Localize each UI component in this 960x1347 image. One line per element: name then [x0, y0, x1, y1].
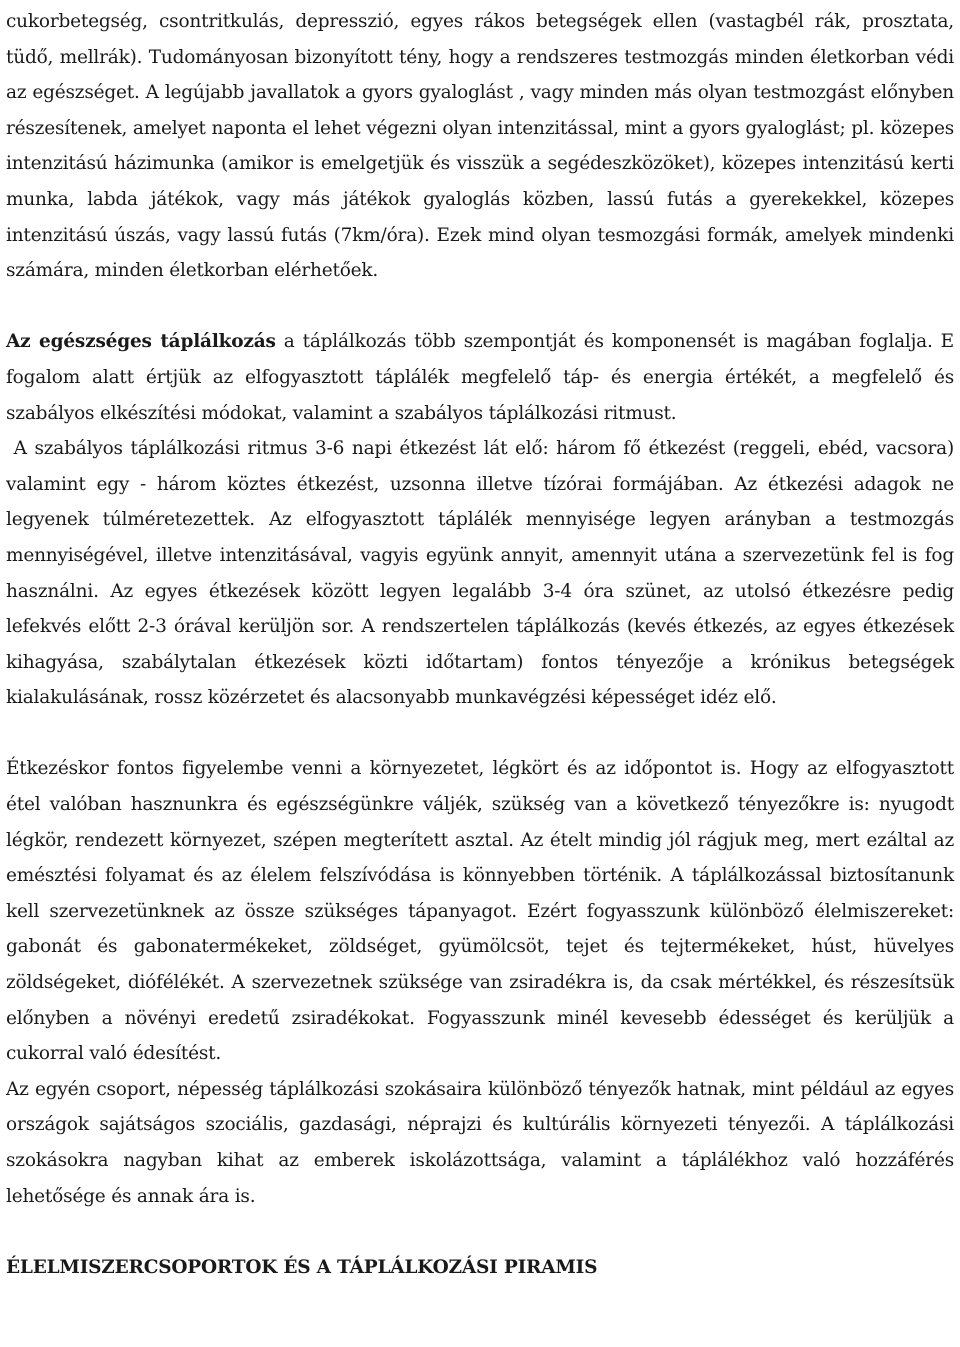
paragraph-exercise: cukorbetegség, csontritkulás, depresszió, egyes rákos betegségek ellen (vastagbél rák, prosztata, tüdő, mellrák). Tudományosan bizonyított tény, hogy a rendszeres testmozgás minden életkorban védi az egészséget. A legújabb javallatok a gyors gyaloglást , vagy minden más olyan testmozgást előnyben részesítenek, amelyet naponta el lehet végezni olyan intenzitással, mint a gyors gyaloglást; pl. közepes intenzitású házimunka (amikor is emelgetjük és visszük a segédeszközöket), közepes intenzitású kerti munka, labda játékok, vagy más játékok gyaloglás közben, lassú futás a gyerekekkel, közepes intenzitású úszás, vagy lassú futás (7km/óra). Ezek mind olyan tesmozgási formák, amelyek mindenki számára, minden életkorban elérhetőek.	[6, 11, 954, 282]
paragraph-eating-environment: Étkezéskor fontos figyelembe venni a környezetet, légkört és az időpontot is. Hogy az elfogyasztott étel valóban hasznunkra és egészségünkre váljék, szükség van a következő tényezőkre is: nyugodt légkör, rendezett környezet, szépen megterített asztal. Az ételt mindig jól rágjuk meg, mert ezáltal az emésztési folyamat és az élelem felszívódása is könnyebben történik. A táplálkozással biztosítanunk kell szervezetünknek az össze szükséges tápanyagot. Ezért fogyasszunk különböző élelmiszereket: gabonát és gabonatermékeket, zöldséget, gyümölcsöt, tejet és tejtermékeket, húst, hüvelyes zöldségeket, diófélékét. A szervezetnek szüksége van zsiradékra is, da csak mértékkel, és részesítsük előnyben a növényi eredetű zsiradékokat. Fogyasszunk minél kevesebb édességet és kerüljük a cukorral való édesítést.	[6, 758, 954, 1065]
healthy-eating-term: Az egészséges táplálkozás	[6, 331, 276, 353]
paragraph-eating-habits: Az egyén csoport, népesség táplálkozási szokásaira különböző tényezők hatnak, mint például az egyes országok sajátságos szociális, gazdasági, néprajzi és kultúrális környezeti tényezői. A táplálkozási szokásokra nagyban kihat az emberek iskolázottsága, valamint a táplálékhoz való hozzáférés lehetősége és annak ára is.	[6, 1078, 954, 1207]
healthy-eating-definition: a táplálkozás több szempontját és komponensét is magában foglalja. E fogalom alatt értjük az elfogyasztott táplálék megfelelő táp- és energia értékét, a megfelelő és szabályos elkészítési módokat, valamint a szabályos táplálkozási ritmust.	[6, 331, 954, 424]
paragraph-eating-rhythm: A szabályos táplálkozási ritmus 3-6 napi étkezést lát elő: három fő étkezést (reggeli, ebéd, vacsora) valamint egy - három köztes étkezést, uzsonna illetve tízórai formájában. Az étkezési adagok ne legyenek túlméretezettek. Az elfogyasztott táplálék mennyisége legyen arányban a testmozgás mennyiségével, illetve intenzitásával, vagyis együnk annyit, amennyit utána a szervezetünk fel is fog használni. Az egyes étkezések között legyen legalább 3-4 óra szünet, az utolsó étkezésre pedig lefekvés előtt 2-3 órával kerüljön sor. A rendszertelen táplálkozás (kevés étkezés, az egyes étkezések kihagyása, szabálytalan étkezések közti időtartam) fontos tényezője a krónikus betegségek kialakulásának, rossz közérzetet és alacsonyabb munkavégzési képességet idéz elő.	[6, 438, 960, 709]
paragraph-healthy-eating	[6, 324, 954, 431]
section-heading: ÉLELMISZERCSOPORTOK ÉS A TÁPLÁLKOZÁSI PIRAMIS	[6, 1256, 598, 1278]
